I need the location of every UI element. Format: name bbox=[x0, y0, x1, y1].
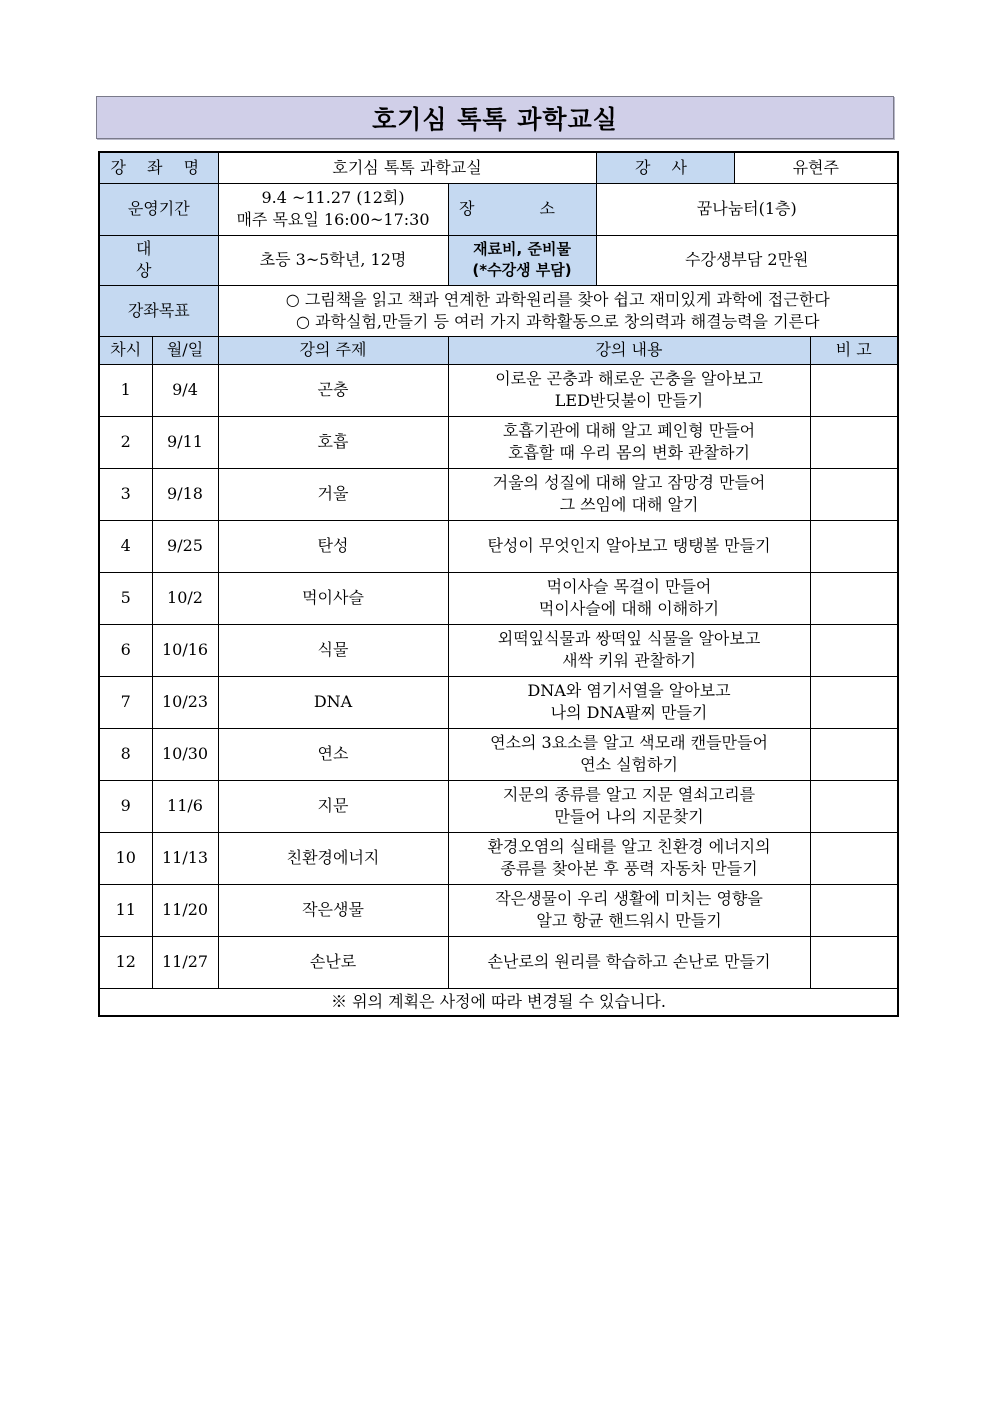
target-value: 초등 3~5학년, 12명 bbox=[218, 235, 448, 285]
session-number: 11 bbox=[99, 884, 152, 936]
period-label: 운영기간 bbox=[99, 183, 218, 235]
schedule-body bbox=[99, 364, 898, 988]
session-number: 3 bbox=[99, 468, 152, 520]
session-number: 10 bbox=[99, 832, 152, 884]
session-content bbox=[448, 572, 810, 624]
schedule-header-row bbox=[99, 336, 898, 364]
course-table bbox=[98, 151, 899, 1017]
session-date: 9/18 bbox=[152, 468, 218, 520]
session-topic: 거울 bbox=[218, 468, 448, 520]
material-label-sub: (*수강생 부담) bbox=[472, 261, 572, 279]
session-date: 11/13 bbox=[152, 832, 218, 884]
session-content-line: 먹이사슬 목걸이 만들어 bbox=[546, 577, 712, 596]
session-date: 11/27 bbox=[152, 936, 218, 988]
session-content-line: 그 쓰임에 대해 알기 bbox=[559, 495, 699, 514]
session-number: 6 bbox=[99, 624, 152, 676]
material-label bbox=[448, 235, 596, 285]
session-content-line: 작은생물이 우리 생활에 미치는 영향을 bbox=[495, 889, 763, 908]
session-content-line: 연소의 3요소를 알고 색모래 캔들만들어 bbox=[490, 733, 768, 752]
session-content bbox=[448, 624, 810, 676]
session-remarks bbox=[810, 832, 898, 884]
session-content-line: 새싹 키워 관찰하기 bbox=[562, 651, 696, 670]
session-content-line: 호흡기관에 대해 알고 폐인형 만들어 bbox=[502, 421, 756, 440]
schedule-row bbox=[99, 624, 898, 676]
session-content-line: 손난로의 원리를 학습하고 손난로 만들기 bbox=[487, 952, 771, 971]
period-dates: 9.4 ~11.27 (12회) bbox=[261, 188, 405, 207]
session-date: 9/4 bbox=[152, 364, 218, 416]
session-content-line: 연소 실험하기 bbox=[580, 755, 678, 774]
session-topic: 먹이사슬 bbox=[218, 572, 448, 624]
session-remarks bbox=[810, 416, 898, 468]
session-topic: 지문 bbox=[218, 780, 448, 832]
session-remarks bbox=[810, 728, 898, 780]
session-number: 2 bbox=[99, 416, 152, 468]
schedule-row bbox=[99, 468, 898, 520]
session-date: 9/25 bbox=[152, 520, 218, 572]
content-header: 강의 내용 bbox=[448, 336, 810, 364]
session-content bbox=[448, 936, 810, 988]
session-content-line: 외떡잎식물과 쌍떡잎 식물을 알아보고 bbox=[497, 629, 761, 648]
material-label-main: 재료비, 준비물 bbox=[473, 240, 571, 258]
schedule-row bbox=[99, 728, 898, 780]
session-header: 차시 bbox=[99, 336, 152, 364]
session-remarks bbox=[810, 364, 898, 416]
place-label: 장 소 bbox=[448, 183, 596, 235]
session-content-line: LED반딧불이 만들기 bbox=[554, 391, 704, 410]
document-title bbox=[96, 96, 894, 139]
session-remarks bbox=[810, 780, 898, 832]
session-content-line: 알고 항균 핸드워시 만들기 bbox=[536, 911, 722, 930]
session-content-line: 나의 DNA팔찌 만들기 bbox=[550, 703, 708, 722]
date-header: 월/일 bbox=[152, 336, 218, 364]
schedule-row bbox=[99, 572, 898, 624]
teacher-label: 강 사 bbox=[596, 152, 734, 183]
session-content bbox=[448, 468, 810, 520]
session-topic: 식물 bbox=[218, 624, 448, 676]
session-topic: 친환경에너지 bbox=[218, 832, 448, 884]
schedule-row bbox=[99, 832, 898, 884]
schedule-row bbox=[99, 780, 898, 832]
goal-value bbox=[218, 285, 898, 336]
session-content-line: 환경오염의 실태를 알고 친환경 에너지의 bbox=[487, 837, 771, 856]
session-content bbox=[448, 832, 810, 884]
session-number: 5 bbox=[99, 572, 152, 624]
session-date: 9/11 bbox=[152, 416, 218, 468]
session-topic: 손난로 bbox=[218, 936, 448, 988]
schedule-row bbox=[99, 884, 898, 936]
session-date: 10/23 bbox=[152, 676, 218, 728]
session-content bbox=[448, 520, 810, 572]
session-content-line: 만들어 나의 지문찾기 bbox=[554, 807, 704, 826]
place-value: 꿈나눔터(1층) bbox=[596, 183, 898, 235]
session-number: 8 bbox=[99, 728, 152, 780]
session-content-line: 지문의 종류를 알고 지문 열쇠고리를 bbox=[502, 785, 756, 804]
session-remarks bbox=[810, 468, 898, 520]
session-topic: 작은생물 bbox=[218, 884, 448, 936]
session-topic: 탄성 bbox=[218, 520, 448, 572]
session-content bbox=[448, 728, 810, 780]
teacher-value: 유현주 bbox=[734, 152, 898, 183]
session-number: 4 bbox=[99, 520, 152, 572]
schedule-row bbox=[99, 364, 898, 416]
session-content-line: 먹이사슬에 대해 이해하기 bbox=[538, 599, 720, 618]
session-number: 1 bbox=[99, 364, 152, 416]
session-topic: 연소 bbox=[218, 728, 448, 780]
session-date: 10/16 bbox=[152, 624, 218, 676]
session-topic: 호흡 bbox=[218, 416, 448, 468]
session-content bbox=[448, 780, 810, 832]
session-topic: 곤충 bbox=[218, 364, 448, 416]
note-row bbox=[99, 988, 898, 1016]
session-number: 7 bbox=[99, 676, 152, 728]
session-date: 10/30 bbox=[152, 728, 218, 780]
session-content-line: 거울의 성질에 대해 알고 잠망경 만들어 bbox=[492, 473, 766, 492]
schedule-row bbox=[99, 676, 898, 728]
course-name-label: 강 좌 명 bbox=[99, 152, 218, 183]
goal-item: ○ 과학실험,만들기 등 여러 가지 과학활동으로 창의력과 해결능력을 기른다 bbox=[296, 311, 820, 331]
footnote: ※ 위의 계획은 사정에 따라 변경될 수 있습니다. bbox=[99, 988, 898, 1016]
session-content bbox=[448, 676, 810, 728]
goal-label: 강좌목표 bbox=[99, 285, 218, 336]
session-date: 11/6 bbox=[152, 780, 218, 832]
session-content bbox=[448, 364, 810, 416]
remarks-header: 비 고 bbox=[810, 336, 898, 364]
session-remarks bbox=[810, 676, 898, 728]
course-name-row bbox=[99, 152, 898, 183]
session-date: 11/20 bbox=[152, 884, 218, 936]
material-value: 수강생부담 2만원 bbox=[596, 235, 898, 285]
target-label: 대 상 bbox=[99, 235, 218, 285]
schedule-row bbox=[99, 416, 898, 468]
goal-item: ○ 그림책을 읽고 책과 연계한 과학원리를 찾아 쉽고 재미있게 과학에 접근한다 bbox=[285, 289, 830, 309]
session-topic: DNA bbox=[218, 676, 448, 728]
session-content-line: 종류를 찾아본 후 풍력 자동차 만들기 bbox=[500, 859, 758, 878]
period-row bbox=[99, 183, 898, 235]
session-date: 10/2 bbox=[152, 572, 218, 624]
session-content bbox=[448, 416, 810, 468]
session-remarks bbox=[810, 572, 898, 624]
document-title-text: 호기심 톡톡 과학교실 bbox=[372, 104, 618, 134]
session-remarks bbox=[810, 936, 898, 988]
session-content-line: 탄성이 무엇인지 알아보고 탱탱볼 만들기 bbox=[487, 536, 771, 555]
session-content bbox=[448, 884, 810, 936]
session-remarks bbox=[810, 884, 898, 936]
topic-header: 강의 주제 bbox=[218, 336, 448, 364]
schedule-row bbox=[99, 936, 898, 988]
session-number: 9 bbox=[99, 780, 152, 832]
session-remarks bbox=[810, 624, 898, 676]
course-name-value: 호기심 톡톡 과학교실 bbox=[218, 152, 596, 183]
session-content-line: DNA와 염기서열을 알아보고 bbox=[527, 681, 731, 700]
goal-row bbox=[99, 285, 898, 336]
session-remarks bbox=[810, 520, 898, 572]
period-value bbox=[218, 183, 448, 235]
schedule-row bbox=[99, 520, 898, 572]
session-content-line: 이로운 곤충과 해로운 곤충을 알아보고 bbox=[495, 369, 763, 388]
session-content-line: 호흡할 때 우리 몸의 변화 관찰하기 bbox=[508, 443, 750, 462]
target-row bbox=[99, 235, 898, 285]
session-number: 12 bbox=[99, 936, 152, 988]
period-time: 매주 목요일 16:00~17:30 bbox=[236, 210, 430, 229]
